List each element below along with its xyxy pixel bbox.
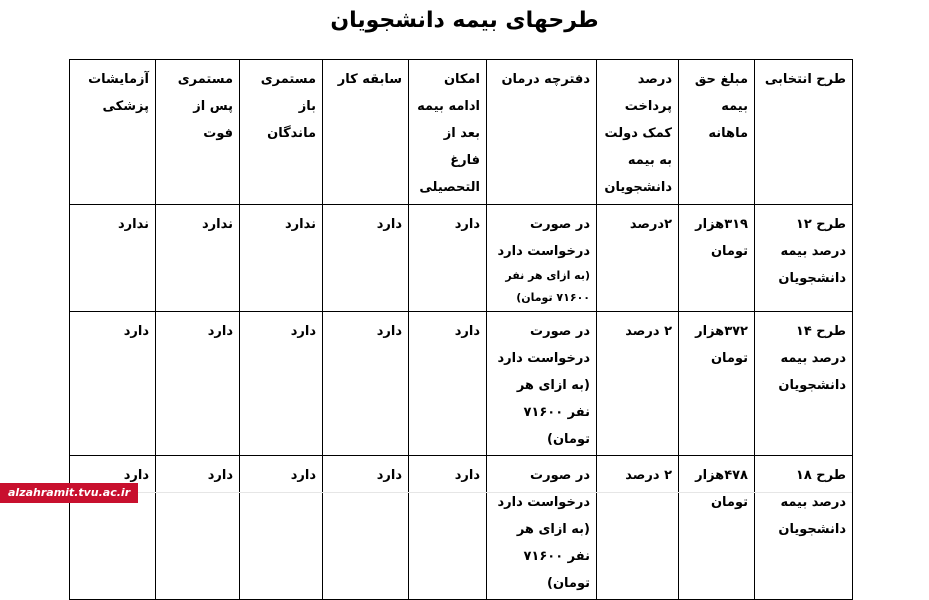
cell-booklet: در صورت درخواست دارد (به ازای هر نفر ۷۱۶۰۰ تومان) xyxy=(487,312,597,456)
table-row xyxy=(70,205,853,312)
header-gov-percent: درصد پرداخت کمک دولت به بیمه دانشجویان xyxy=(597,60,679,205)
cell-continuation: دارد xyxy=(409,205,487,312)
header-work-record: سابقه کار xyxy=(323,60,409,205)
cell-premium: ۴۷۸هزار تومان xyxy=(679,456,755,600)
cell-work-record: دارد xyxy=(323,205,409,312)
cell-continuation: دارد xyxy=(409,312,487,456)
cell-survivors-pension: دارد xyxy=(240,312,323,456)
header-continuation: امکان ادامه بیمه بعد از فارغ التحصیلی xyxy=(409,60,487,205)
cell-survivors-pension: ندارد xyxy=(240,205,323,312)
header-booklet: دفترچه درمان xyxy=(487,60,597,205)
cell-survivors-pension: دارد xyxy=(240,456,323,600)
cell-continuation: دارد xyxy=(409,456,487,600)
page-title: طرحهای بیمه دانشجویان xyxy=(330,8,599,33)
cell-booklet xyxy=(487,205,597,312)
header-plan: طرح انتخابی xyxy=(755,60,853,205)
booklet-note: (به ازای هر نفر ۷۱۶۰۰ تومان) xyxy=(505,269,590,304)
table-header-row xyxy=(70,60,853,205)
cell-plan: طرح ۱۸ درصد بیمه دانشجویان xyxy=(755,456,853,600)
cell-premium: ۳۱۹هزار تومان xyxy=(679,205,755,312)
footer-divider xyxy=(110,492,852,493)
header-premium: مبلغ حق بیمه ماهانه xyxy=(679,60,755,205)
table-row xyxy=(70,312,853,456)
site-watermark-link[interactable]: alzahramit.tvu.ac.ir xyxy=(0,483,138,503)
insurance-plans-table xyxy=(69,59,853,600)
cell-plan: طرح ۱۴ درصد بیمه دانشجویان xyxy=(755,312,853,456)
cell-plan: طرح ۱۲ درصد بیمه دانشجویان xyxy=(755,205,853,312)
cell-work-record: دارد xyxy=(323,312,409,456)
cell-death-pension: ندارد xyxy=(156,205,240,312)
cell-premium: ۳۷۲هزار تومان xyxy=(679,312,755,456)
cell-gov-percent: ۲ درصد xyxy=(597,312,679,456)
cell-death-pension: دارد xyxy=(156,456,240,600)
booklet-text: در صورت درخواست دارد xyxy=(497,217,590,259)
header-medical-tests: آزمایشات پزشکی xyxy=(70,60,156,205)
cell-death-pension: دارد xyxy=(156,312,240,456)
table-row xyxy=(70,456,853,600)
header-death-pension: مستمری پس از فوت xyxy=(156,60,240,205)
cell-gov-percent: ۲درصد xyxy=(597,205,679,312)
cell-gov-percent: ۲ درصد xyxy=(597,456,679,600)
cell-medical-tests: دارد xyxy=(70,312,156,456)
cell-booklet: در صورت درخواست دارد (به ازای هر نفر ۷۱۶۰۰ تومان) xyxy=(487,456,597,600)
cell-work-record: دارد xyxy=(323,456,409,600)
cell-medical-tests: ندارد xyxy=(70,205,156,312)
header-survivors-pension: مستمری باز ماندگان xyxy=(240,60,323,205)
cell-medical-tests: دارد xyxy=(70,456,156,600)
